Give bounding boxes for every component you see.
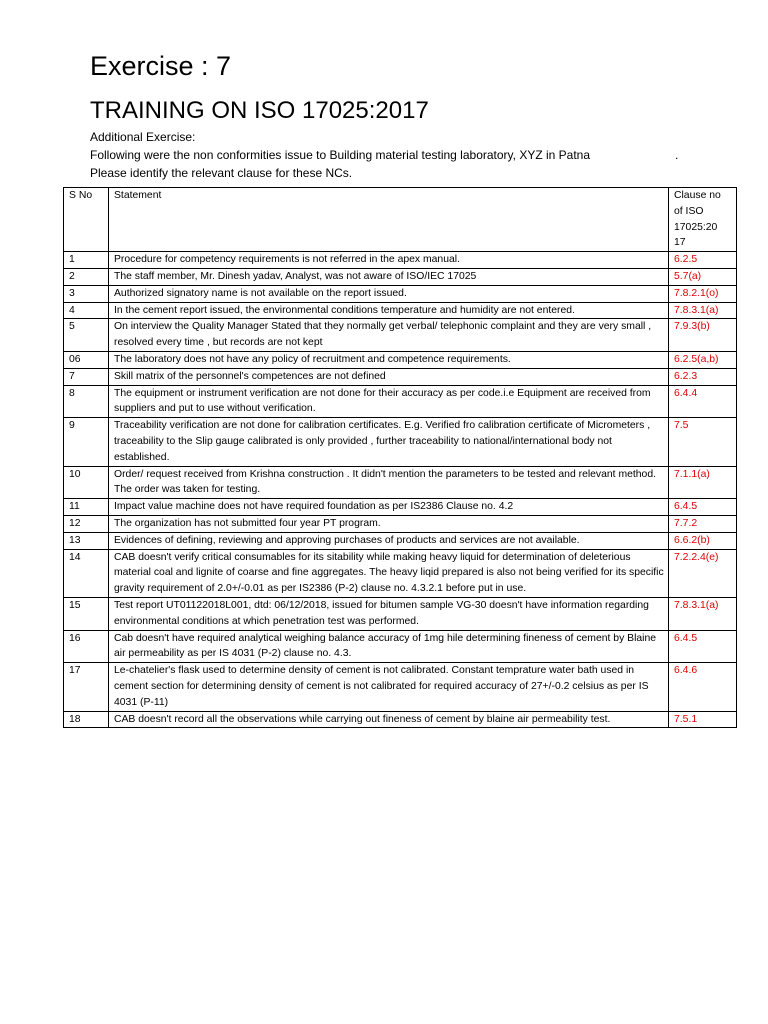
cell-statement: The staff member, Mr. Dinesh yadav, Analyst, was not aware of ISO/IEC 17025	[109, 268, 669, 285]
cell-clause: 6.2.5(a,b)	[669, 351, 737, 368]
header-clause-line: of ISO	[674, 205, 704, 217]
cell-clause: 7.8.3.1(a)	[669, 597, 737, 630]
table-row	[64, 351, 737, 368]
cell-statement: Traceability verification are not done for calibration certificates. E.g. Verified fro calibration certificate of Micrometers , traceability to the Slip gauge calibrated is only provided , further traceability to national/international body not established.	[109, 418, 669, 466]
intro-line-2-text: Following were the non conformities issue to Building material testing laboratory, XYZ in Patna	[90, 148, 591, 162]
cell-statement: Procedure for competency requirements is not referred in the apex manual.	[109, 252, 669, 269]
cell-sno: 1	[64, 252, 109, 269]
table-row	[64, 302, 737, 319]
header-sno: S No	[64, 188, 109, 252]
table-row	[64, 515, 737, 532]
cell-sno: 2	[64, 268, 109, 285]
cell-clause: 7.5	[669, 418, 737, 466]
cell-clause: 6.6.2(b)	[669, 532, 737, 549]
cell-clause: 6.4.5	[669, 630, 737, 663]
cell-statement: Evidences of defining, reviewing and approving purchases of products and services are not available.	[109, 532, 669, 549]
cell-clause: 6.4.4	[669, 385, 737, 418]
header-clause-line: 17025:20	[674, 221, 718, 233]
cell-statement: Order/ request received from Krishna construction . It didn't mention the parameters to be tested and relevant method. The order was taken for testing.	[109, 466, 669, 499]
cell-clause: 7.9.3(b)	[669, 319, 737, 352]
cell-clause: 7.8.3.1(a)	[669, 302, 737, 319]
table-row	[64, 711, 737, 728]
nc-table	[63, 187, 737, 728]
cell-statement: The equipment or instrument verification are not done for their accuracy as per code.i.e Equipment are received from suppliers and put to use without verification.	[109, 385, 669, 418]
table-row	[64, 630, 737, 663]
cell-statement: Skill matrix of the personnel's competences are not defined	[109, 368, 669, 385]
intro-text	[90, 128, 740, 182]
cell-statement: CAB doesn't verify critical consumables for its sitability while making heavy liquid for determination of deleterious material coal and lignite of coarse and fine aggregates. The heavy liqid prepared is also not being verified for its specific gravity requirement of 2.0+/-0.01 as per IS2386 (P-2) clause no. 4.3.2.1 before put in use.	[109, 549, 669, 597]
cell-clause: 7.8.2.1(o)	[669, 285, 737, 302]
table-row	[64, 418, 737, 466]
table-row	[64, 597, 737, 630]
cell-sno: 12	[64, 515, 109, 532]
cell-clause: 7.1.1(a)	[669, 466, 737, 499]
header-clause-line: 17	[674, 237, 686, 249]
table-row	[64, 466, 737, 499]
intro-line-1: Additional Exercise:	[90, 130, 196, 144]
cell-clause: 5.7(a)	[669, 268, 737, 285]
table-row	[64, 252, 737, 269]
cell-sno: 18	[64, 711, 109, 728]
cell-statement: Cab doesn't have required analytical weighing balance accuracy of 1mg hile determining fineness of cement by Blaine air permeability as per IS 4031 (P-2) clause no. 4.3.	[109, 630, 669, 663]
cell-clause: 6.2.5	[669, 252, 737, 269]
cell-sno: 15	[64, 597, 109, 630]
cell-sno: 14	[64, 549, 109, 597]
table-row	[64, 368, 737, 385]
cell-sno: 16	[64, 630, 109, 663]
cell-statement: Impact value machine does not have required foundation as per IS2386 Clause no. 4.2	[109, 499, 669, 516]
cell-sno: 8	[64, 385, 109, 418]
cell-clause: 6.2.3	[669, 368, 737, 385]
cell-clause: 7.7.2	[669, 515, 737, 532]
cell-statement: The organization has not submitted four year PT program.	[109, 515, 669, 532]
header-clause	[669, 188, 737, 252]
training-title: TRAINING ON ISO 17025:2017	[90, 97, 429, 124]
cell-sno: 13	[64, 532, 109, 549]
cell-sno: 11	[64, 499, 109, 516]
cell-clause: 6.4.5	[669, 499, 737, 516]
table-row	[64, 385, 737, 418]
intro-line-2-dot: .	[675, 148, 679, 162]
table-row	[64, 532, 737, 549]
intro-line-2	[90, 146, 740, 164]
table-row	[64, 663, 737, 711]
cell-sno: 17	[64, 663, 109, 711]
table-row	[64, 549, 737, 597]
cell-clause: 7.5.1	[669, 711, 737, 728]
cell-statement: CAB doesn't record all the observations while carrying out fineness of cement by blaine air permeability test.	[109, 711, 669, 728]
cell-statement: The laboratory does not have any policy of recruitment and competence requirements.	[109, 351, 669, 368]
cell-clause: 7.2.2.4(e)	[669, 549, 737, 597]
table-row	[64, 268, 737, 285]
cell-statement: In the cement report issued, the environmental conditions temperature and humidity are not entered.	[109, 302, 669, 319]
cell-sno: 5	[64, 319, 109, 352]
table-row	[64, 285, 737, 302]
table-row	[64, 319, 737, 352]
cell-statement: On interview the Quality Manager Stated that they normally get verbal/ telephonic complaint and they are very small , resolved every time , but records are not kept	[109, 319, 669, 352]
cell-sno: 3	[64, 285, 109, 302]
cell-sno: 10	[64, 466, 109, 499]
cell-sno: 4	[64, 302, 109, 319]
exercise-title: Exercise : 7	[90, 51, 232, 81]
intro-line-3: Please identify the relevant clause for these NCs.	[90, 166, 353, 180]
cell-statement: Authorized signatory name is not available on the report issued.	[109, 285, 669, 302]
table-row	[64, 499, 737, 516]
cell-statement: Test report UT01122018L001, dtd: 06/12/2018, issued for bitumen sample VG-30 doesn't have information regarding environmental conditions at which penetration test was performed.	[109, 597, 669, 630]
cell-clause: 6.4.6	[669, 663, 737, 711]
header-clause-line: Clause no	[674, 190, 721, 201]
cell-statement: Le-chatelier's flask used to determine density of cement is not calibrated. Constant temprature water bath used in cement section for determining density of cement is not calibrated for required accuracy of 27+/-0.2 celsius as per IS 4031 (P-11)	[109, 663, 669, 711]
header-statement: Statement	[109, 188, 669, 252]
cell-sno: 9	[64, 418, 109, 466]
cell-sno: 7	[64, 368, 109, 385]
cell-sno: 06	[64, 351, 109, 368]
table-header-row	[64, 188, 737, 252]
